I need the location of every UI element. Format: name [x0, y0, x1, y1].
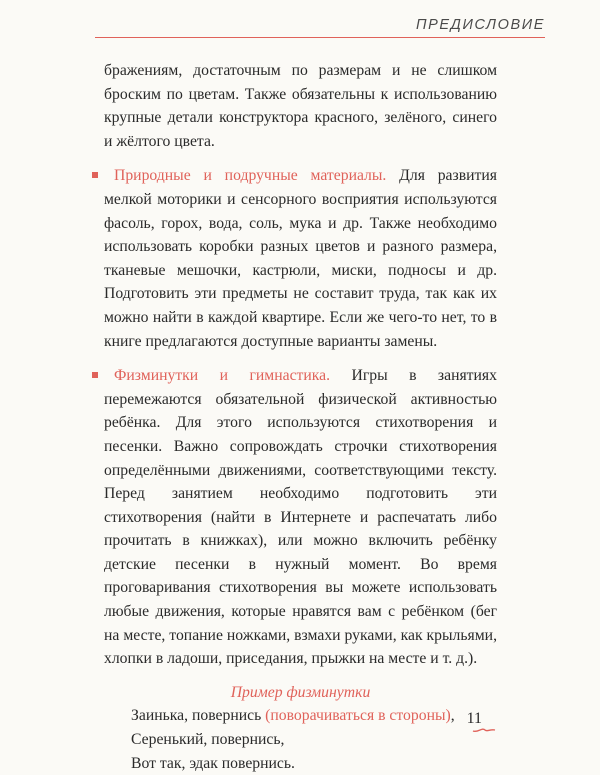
bullet-text: Игры в занятиях перемежаются обязательной физической активностью ребёнка. Для этого используются стихотворения и песенки. Важно сопровождать строчки стихотворения определёнными движениями, соответствующими тексту. Перед занятием необходимо подготовить эти стихотворения (найти в Интернете и распечатать либо прочитать в книжках), или можно включить ребёнку детские песенки в нужный момент. Во время проговаривания стихотворения вы можете использовать любые движения, которые нравятся вам с ребёнком (бег на месте, топание ножками, взмахи руками, как крыльями, хлопки в ладоши, приседания, прыжки на месте и т. д.). — [104, 367, 497, 668]
poem-stage-direction: (поворачиваться в стороны) — [265, 707, 451, 725]
bullet-natural-materials — [104, 164, 497, 353]
page-number: 11 — [466, 710, 482, 727]
page-swash-ornament — [472, 720, 496, 734]
running-header-title: ПРЕДИСЛОВИЕ — [416, 17, 545, 33]
example-title: Пример физминутки — [230, 683, 371, 701]
bullet-exercises — [104, 364, 497, 671]
poem-punctuation: , — [450, 707, 455, 725]
page-body — [104, 59, 497, 775]
bullet-title: Природные и подручные материалы. — [114, 167, 387, 185]
poem-text: Заинька, повернись — [131, 707, 266, 725]
bullet-text: Для развития мелкой моторики и сенсорного восприятия используются фасоль, горох, вода, соль, мука и др. Также необходимо использовать коробки разных цветов и разного размера, тканевые мешочки, кастрюли, миски, подносы и др. Подготовить эти предметы не составит труда, так как их можно найти в каждой квартире. Если же чего-то нет, то в книге предлагаются доступные варианты замены. — [104, 167, 497, 350]
header-rule — [95, 37, 545, 38]
poem-line: Вот так, эдак повернись. — [131, 754, 295, 772]
bullet-square-icon — [92, 372, 98, 378]
bullet-square-icon — [92, 172, 98, 178]
continued-paragraph: бражениям, достаточным по размерам и не слишком броским по цветам. Также обязательны к использованию крупные детали конструктора красного, зелёного, синего и жёлтого цвета. — [104, 62, 497, 150]
bullet-title: Физминутки и гимнастика. — [114, 367, 331, 385]
poem-line — [131, 704, 497, 728]
poem-line: Серенький, повернись, — [131, 731, 285, 749]
